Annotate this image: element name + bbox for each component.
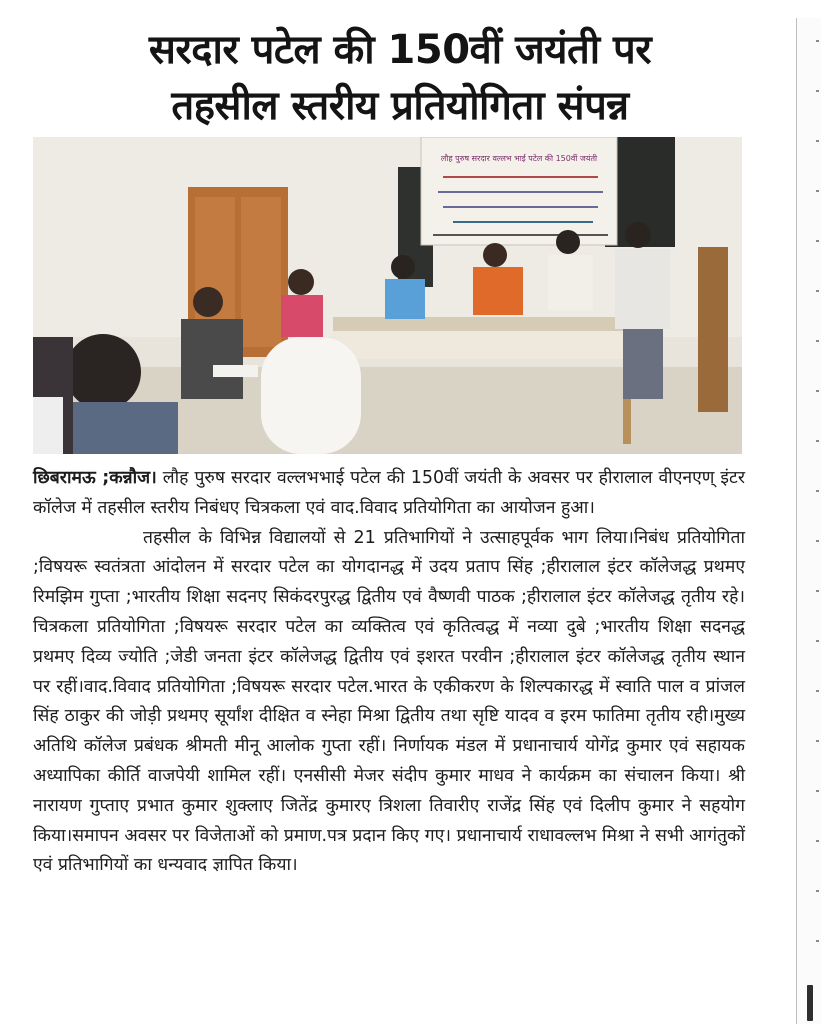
dateline: छिबरामऊ ;कन्नौज। bbox=[33, 468, 157, 488]
paragraph-1-text: लौह पुरुष सरदार वल्लभभाई पटेल की 150वीं जयंती के अवसर पर हीरालाल वीएनएण् इंटर कॉलेज में तहसील स्तरीय निबंधए चित्रकला एवं वाद.विवाद प्रतियोगिता का आयोजन हुआ। bbox=[33, 468, 745, 518]
table bbox=[333, 327, 663, 359]
headline-line-1: सरदार पटेल की 150वीं जयंती पर bbox=[148, 27, 652, 73]
article-paragraph-2: तहसील के विभिन्न विद्यालयों से 21 प्रतिभागियों ने उत्साहपूर्वक भाग लिया।निबंध प्रतियोगिता ;विषयरू स्वतंत्रता आंदोलन में सरदार पटेल का योगदानद्ध में उदय प्रताप सिंह ;हीरालाल इंटर कॉलेजद्ध प्रथमए रिमझिम गुप्ता ;भारतीय शिक्षा सदनए सिकंदरपुरद्ध द्वितीय एवं वैष्णवी पाठक ;हीरालाल इंटर कॉलेजद्ध तृतीय रहे।चित्रकला प्रतियोगिता ;विषयरू सरदार पटेल का व्यक्तित्व एवं कृतित्वद्ध में नव्या दुबे ;भारतीय शिक्षा सदनद्ध प्रथमए दिव्य ज्योति ;जेडी जनता इंटर कॉलेजद्ध द्वितीय एवं इशरत परवीन ;हीरालाल इंटर कॉलेजद्ध तृतीय स्थान पर रहीं।वाद.विवाद प्रतियोगिता ;विषयरू सरदार पटेल.भारत के एकीकरण के शिल्पकारद्ध में स्वाति पाल व प्रांजल सिंह ठाकुर की जोड़ी प्रथमए सूर्यांश दीक्षित व स्नेहा मिश्रा द्वितीय तथा सृष्टि यादव व इरम फातिमा तृतीय रही।मुख्य अतिथि कॉलेज प्रबंधक श्रीमती मीनू आलोक गुप्ता रहीं। निर्णायक मंडल में प्रधानाचार्य योगेंद्र कुमार एवं सहायक अध्यापिका कीर्ति वाजपेयी शामिल रहीं। एनसीसी मेजर संदीप कुमार माधव ने कार्यक्रम का संचालन किया। श्री नारायण गुप्ताए प्रभात कुमार शुक्लाए जितेंद्र कुमारए त्रिशला तिवारीए राजेंद्र सिंह एवं दिलीप कुमार ने सहयोग किया।समापन अवसर पर विजेताओं को प्रमाण.पत्र प्रदान किए गए। प्रधानाचार्य राधावल्लभ मिश्रा ने सभी आगंतुकों एवं प्रतिभागियों का धन्यवाद ज्ञापित किया। bbox=[33, 527, 745, 876]
scrollbar-thumb[interactable] bbox=[807, 985, 813, 1021]
headline-line-2: तहसील स्तरीय प्रतियोगिता संपन्न bbox=[171, 83, 629, 129]
banner-text: लौह पुरुष सरदार वल्लभ भाई पटेल की 150वीं जयंती bbox=[440, 154, 598, 163]
article-paragraph-1 bbox=[33, 464, 745, 524]
event-photo bbox=[33, 137, 742, 454]
margin-tick-marks bbox=[816, 20, 819, 1020]
headline bbox=[30, 22, 770, 134]
article-body bbox=[33, 464, 745, 881]
